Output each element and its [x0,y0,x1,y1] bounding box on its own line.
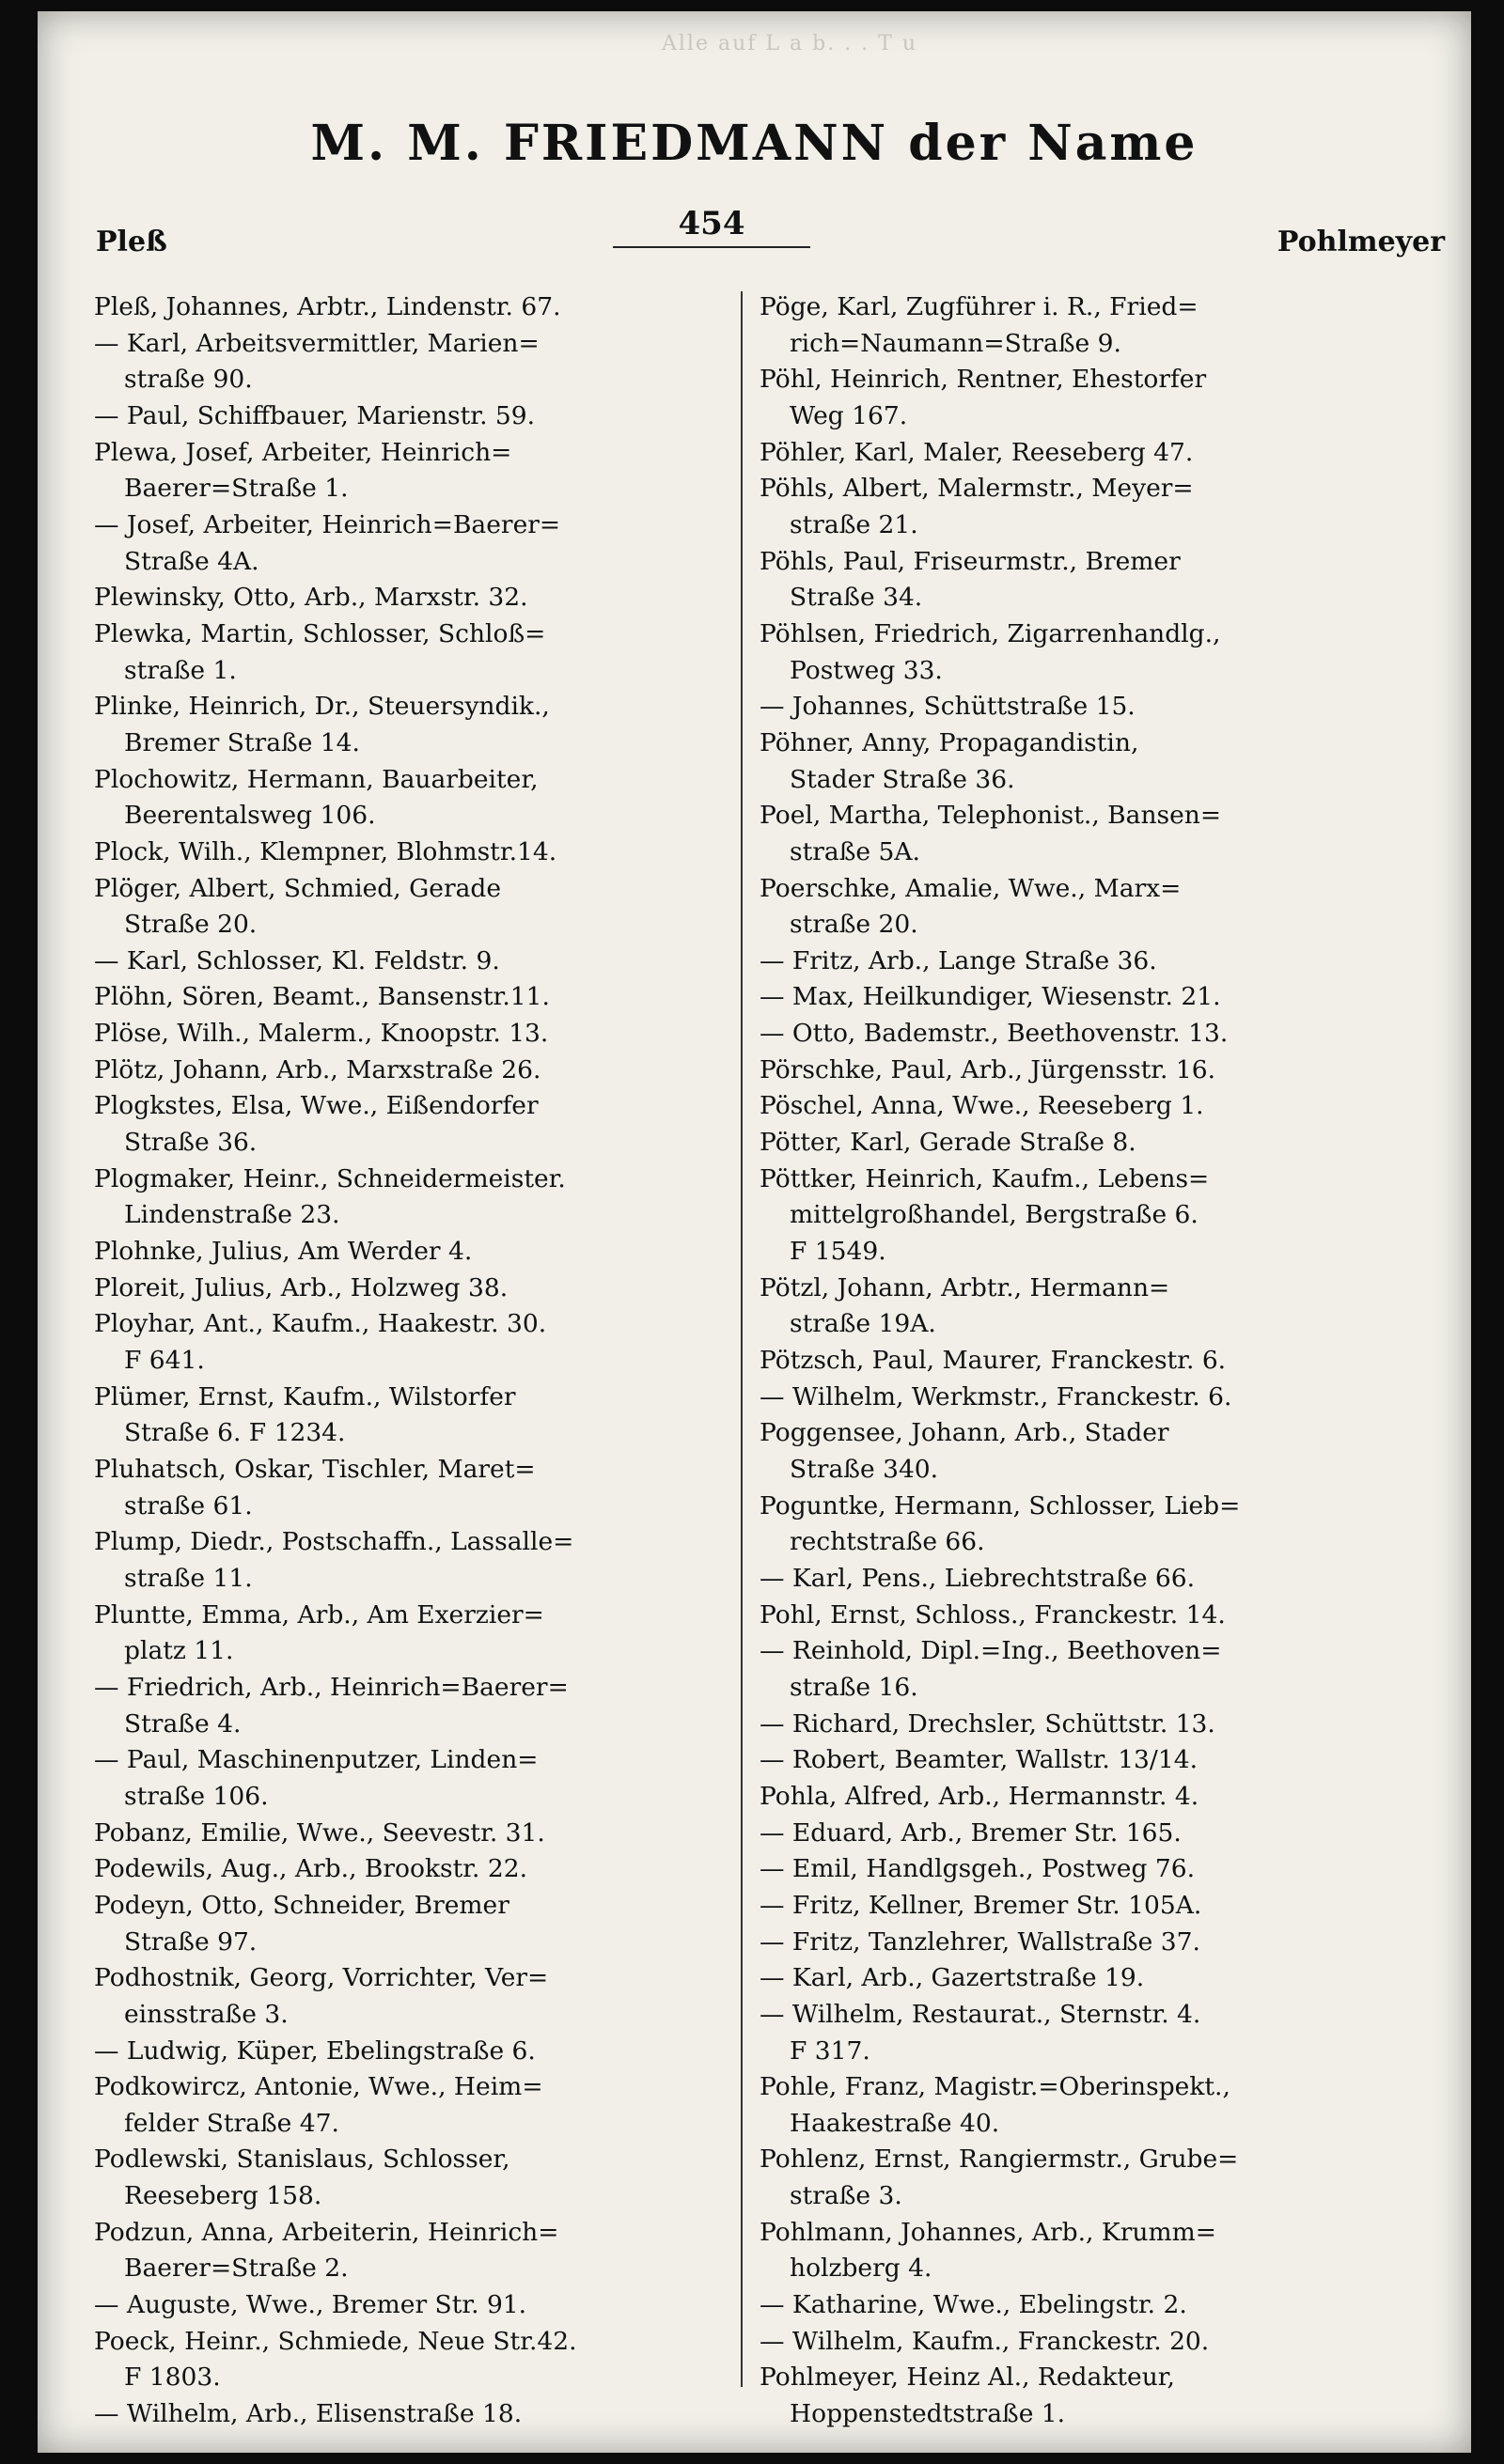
entry-line: Pohl, Ernst, Schloss., Franckestr. 14. [760,1599,1226,1630]
entry-line: Pötzsch, Paul, Maurer, Franckestr. 6. [760,1346,1227,1376]
entry-line: Pörschke, Paul, Arb., Jürgensstr. 16. [760,1054,1216,1084]
entry-line: — Paul, Maschinenputzer, Linden= [94,1745,539,1775]
entry-continuation-line: holzberg 4. [790,2253,932,2284]
entry-line: — Johannes, Schüttstraße 15. [760,692,1136,722]
entry-line: Pöhls, Albert, Malermstr., Meyer= [760,474,1194,504]
entry-continuation-line: Straße 4. [124,1708,242,1739]
entry-continuation-line: F 317. [790,2035,870,2066]
entry-line: — Katharine, Wwe., Ebelingstr. 2. [760,2290,1187,2320]
entry-line: — Fritz, Tanzlehrer, Wallstraße 37. [760,1926,1200,1957]
entry-line: Plewka, Martin, Schlosser, Schloß= [94,618,546,648]
left-column [94,289,744,2433]
entry-line: Plümer, Ernst, Kaufm., Wilstorfer [94,1381,516,1411]
entry-line: Pluntte, Emma, Arb., Am Exerzier= [94,1599,544,1630]
entry-continuation-line: felder Straße 47. [124,2108,339,2138]
entry-line: Plewinsky, Otto, Arb., Marxstr. 32. [94,583,528,613]
entry-line: — Fritz, Kellner, Bremer Str. 105A. [760,1890,1202,1920]
entry-continuation-line: Straße 36. [124,1128,258,1158]
entry-line: Podlewski, Stanislaus, Schlosser, [94,2144,510,2175]
entry-continuation-line: straße 21. [790,509,918,539]
page-title: M. M. FRIEDMANN der Name [310,115,1198,172]
entry-continuation-line: Reeseberg 158. [124,2181,322,2211]
entry-line: Pötter, Karl, Gerade Straße 8. [760,1128,1136,1158]
entry-line: Plogkstes, Elsa, Wwe., Eißendorfer [94,1091,539,1121]
entry-line: Pöhl, Heinrich, Rentner, Ehestorfer [760,365,1207,395]
entry-line: Plöger, Albert, Schmied, Gerade [94,873,502,903]
entry-continuation-line: straße 5A. [790,836,920,866]
entry-line: Pöhner, Anny, Propagandistin, [760,727,1139,757]
entry-line: Plötz, Johann, Arb., Marxstraße 26. [94,1054,541,1084]
entry-line: — Karl, Arbeitsvermittler, Marien= [94,328,540,358]
entry-line: — Robert, Beamter, Wallstr. 13/14. [760,1745,1198,1775]
entry-continuation-line: Straße 34. [790,583,923,613]
entry-continuation-line: Stader Straße 36. [790,764,1015,794]
entry-line: — Eduard, Arb., Bremer Str. 165. [760,1817,1182,1848]
column-divider [741,291,743,2387]
right-running-head: Pohlmeyer [1277,226,1445,258]
entry-continuation-line: Straße 97. [124,1926,258,1957]
entry-line: Podewils, Aug., Arb., Brookstr. 22. [94,1854,528,1884]
entry-line: Podhostnik, Georg, Vorrichter, Ver= [94,1963,549,1993]
entry-line: Plochowitz, Hermann, Bauarbeiter, [94,764,539,794]
entry-continuation-line: Baerer=Straße 1. [124,474,349,504]
entry-line: — Paul, Schiffbauer, Marienstr. 59. [94,400,536,430]
entry-line: Pohlmann, Johannes, Arb., Krumm= [760,2217,1216,2247]
entry-line: Pöhlsen, Friedrich, Zigarrenhandlg., [760,618,1221,648]
entry-continuation-line: straße 106. [124,1781,269,1811]
directory-page [38,11,1471,2453]
entry-continuation-line: rich=Naumann=Straße 9. [790,328,1121,358]
entry-line: — Auguste, Wwe., Bremer Str. 91. [94,2290,527,2320]
entry-continuation-line: Postweg 33. [790,655,943,685]
page-number: 454 [613,205,810,248]
entry-line: Pöhls, Paul, Friseurmstr., Bremer [760,546,1181,576]
entry-line: Pohlmeyer, Heinz Al., Redakteur, [760,2363,1175,2393]
entry-line: Plump, Diedr., Postschaffn., Lassalle= [94,1527,574,1557]
entry-line: Poeck, Heinr., Schmiede, Neue Str.42. [94,2326,577,2356]
entry-line: Plinke, Heinrich, Dr., Steuersyndik., [94,692,550,722]
entry-line: — Friedrich, Arb., Heinrich=Baerer= [94,1672,569,1702]
entry-line: — Karl, Schlosser, Kl. Feldstr. 9. [94,945,500,975]
entry-line: — Wilhelm, Restaurat., Sternstr. 4. [760,1999,1201,2029]
entry-line: — Max, Heilkundiger, Wiesenstr. 21. [760,982,1221,1012]
entry-line: Plogmaker, Heinr., Schneidermeister. [94,1163,566,1193]
entry-continuation-line: Beerentalsweg 106. [124,801,376,831]
entry-line: Poel, Martha, Telephonist., Bansen= [760,801,1222,831]
entry-line: — Wilhelm, Werkmstr., Franckestr. 6. [760,1381,1232,1411]
entry-line: Pötzl, Johann, Arbtr., Hermann= [760,1272,1170,1302]
entry-line: — Wilhelm, Arb., Elisenstraße 18. [94,2399,523,2429]
right-column [760,289,1418,2433]
entry-line: — Emil, Handlgsgeh., Postweg 76. [760,1854,1196,1884]
entry-continuation-line: Weg 167. [790,400,908,430]
entry-continuation-line: Baerer=Straße 2. [124,2253,349,2284]
entry-continuation-line: straße 3. [790,2181,902,2211]
entry-continuation-line: Straße 4A. [124,546,259,576]
entry-line: Pöhler, Karl, Maler, Reeseberg 47. [760,437,1194,467]
entry-continuation-line: Bremer Straße 14. [124,727,360,757]
entry-continuation-line: straße 61. [124,1490,253,1521]
entry-line: Plewa, Josef, Arbeiter, Heinrich= [94,437,512,467]
entry-continuation-line: F 1549. [790,1237,886,1267]
entry-continuation-line: Hoppenstedtstraße 1. [790,2399,1066,2429]
entry-continuation-line: straße 19A. [790,1309,936,1339]
entry-line: Poggensee, Johann, Arb., Stader [760,1418,1169,1448]
entry-line: — Karl, Arb., Gazertstraße 19. [760,1963,1145,1993]
entry-continuation-line: straße 90. [124,365,253,395]
entry-continuation-line: mittelgroßhandel, Bergstraße 6. [790,1200,1198,1230]
entry-line: Plohnke, Julius, Am Werder 4. [94,1237,473,1267]
entry-line: Plöse, Wilh., Malerm., Knoopstr. 13. [94,1019,549,1049]
entry-line: Pohle, Franz, Magistr.=Oberinspekt., [760,2072,1230,2102]
entry-line: — Richard, Drechsler, Schüttstr. 13. [760,1708,1215,1739]
entry-line: — Wilhelm, Kaufm., Franckestr. 20. [760,2326,1210,2356]
entry-continuation-line: straße 11. [124,1563,253,1593]
entry-line: Poguntke, Hermann, Schlosser, Lieb= [760,1490,1241,1521]
entry-line: Poerschke, Amalie, Wwe., Marx= [760,873,1182,903]
entry-continuation-line: einsstraße 3. [124,1999,289,2029]
entry-line: Plock, Wilh., Klempner, Blohmstr.14. [94,836,557,866]
entry-continuation-line: platz 11. [124,1636,234,1666]
entry-continuation-line: Straße 340. [790,1455,939,1484]
entry-line: Pöschel, Anna, Wwe., Reeseberg 1. [760,1091,1204,1121]
entry-continuation-line: rechtstraße 66. [790,1527,985,1557]
entry-continuation-line: straße 16. [790,1672,918,1702]
entry-continuation-line: straße 20. [790,910,918,940]
entry-line: Ploreit, Julius, Arb., Holzweg 38. [94,1272,509,1302]
entry-continuation-line: F 641. [124,1346,205,1376]
entry-line: Podkowircz, Antonie, Wwe., Heim= [94,2072,543,2102]
entry-line: Ployhar, Ant., Kaufm., Haakestr. 30. [94,1309,547,1339]
entry-line: — Ludwig, Küper, Ebelingstraße 6. [94,2035,536,2066]
entry-line: — Karl, Pens., Liebrechtstraße 66. [760,1563,1196,1593]
entry-continuation-line: straße 1. [124,655,237,685]
entry-line: — Fritz, Arb., Lange Straße 36. [760,945,1157,975]
entry-line: Plöhn, Sören, Beamt., Bansenstr.11. [94,982,550,1012]
entry-continuation-line: F 1803. [124,2363,221,2393]
entry-line: Pleß, Johannes, Arbtr., Lindenstr. 67. [94,292,561,321]
entry-line: Podeyn, Otto, Schneider, Bremer [94,1890,509,1920]
entry-line: Pohla, Alfred, Arb., Hermannstr. 4. [760,1781,1199,1811]
entry-line: Pöttker, Heinrich, Kaufm., Lebens= [760,1163,1210,1193]
bleed-through-text: Alle auf L a b. . . T u [662,32,917,55]
entry-line: — Otto, Bademstr., Beethovenstr. 13. [760,1019,1229,1049]
entry-line: Pluhatsch, Oskar, Tischler, Maret= [94,1455,536,1484]
entry-line: Pobanz, Emilie, Wwe., Seevestr. 31. [94,1817,545,1848]
entry-continuation-line: Straße 6. F 1234. [124,1418,346,1448]
entry-line: — Reinhold, Dipl.=Ing., Beethoven= [760,1636,1222,1666]
entry-continuation-line: Straße 20. [124,910,258,940]
entry-continuation-line: Haakestraße 40. [790,2108,1000,2138]
entry-line: Podzun, Anna, Arbeiterin, Heinrich= [94,2217,559,2247]
entry-line: Pohlenz, Ernst, Rangiermstr., Grube= [760,2144,1239,2175]
entry-continuation-line: Lindenstraße 23. [124,1200,340,1230]
entry-line: Pöge, Karl, Zugführer i. R., Fried= [760,292,1198,321]
entry-line: — Josef, Arbeiter, Heinrich=Baerer= [94,509,561,539]
left-running-head: Pleß [96,226,167,258]
